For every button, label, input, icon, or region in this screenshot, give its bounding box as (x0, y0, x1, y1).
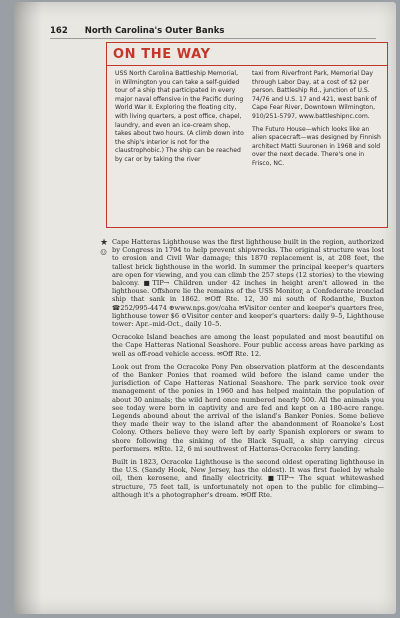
paragraph-ocracoke-lighthouse: Built in 1823, Ocracoke Lighthouse is the second oldest operating lighthouse in the U.S. (Sandy Hook, New Jersey, has the oldest). It was first fueled by whale oil, then kerosene, and finally electricity. ■TIP→ The squat whitewashed structure, 75 feet tall, is unfortunately not open to the public for climbing—although it's a photographer's dream. ✉Off Rte. (112, 458, 384, 499)
body-text (112, 238, 384, 504)
kid-friendly-icon: ☺ (100, 248, 108, 257)
sidebar-title: ON THE WAY (107, 43, 387, 66)
sidebar-right-text-1: taxi from Riverfront Park, Memorial Day through Labor Day, at a cost of $2 per person. Battleship Rd., junction of U.S. 74/76 and U.S. 17 and 421, west bank of Cape Fear River, Downtown Wilmington, 910/251-5797, www.battleshipnc.com. (252, 70, 377, 120)
sidebar-columns (107, 66, 387, 173)
page-gutter-shadow (14, 2, 42, 614)
on-the-way-sidebar (106, 42, 388, 228)
header-rule (50, 38, 376, 39)
running-head (50, 26, 372, 36)
paragraph-cape-hatteras-lighthouse: Cape Hatteras Lighthouse was the first lighthouse built in the region, authorized by Congress in 1794 to help prevent shipwrecks. The original structure was lost to erosion and Civil War damage; this 1870 replacement is, at 208 feet, the tallest brick lighthouse in the world. In summer the principal keeper's quarters are open for viewing, and you can climb the 257 steps (12 stories) to the viewing balcony. ■TIP→ Children under 42 inches in height aren't allowed in the lighthouse. Offshore lie the remains of the USS Monitor, a Confederate ironclad ship that sank in 1862. ✉Off Rte. 12, 30 mi south of Rodanthe, Buxton ☎252/995-4474 ⊕www.nps.gov/caha ✉Visitor center and keeper's quarters free, lighthouse tower $6 ⊙Visitor center and keeper's quarters: daily 9–5, Lighthouse tower: Apr.–mid-Oct., daily 10–5. (112, 238, 384, 329)
sidebar-right-text-2: The Futuro House—which looks like an alien spacecraft—was designed by Finnish architect Matti Suuronen in 1968 and sold over the next decade. There's one in Frisco, NC. (252, 125, 381, 167)
paragraph-ocracoke-pony-pen: Look out from the Ocracoke Pony Pen observation platform at the descendants of the Banker Ponies that roamed wild before the island came under the jurisdiction of Cape Hatteras National Seashore. The park service took over management of the ponies in 1960 and has helped maintain the population of about 30 animals; the wild herd once numbered nearly 500. All the animals you see today were born in captivity and are fed and kept on a 180-acre range. Legends abound about the arrival of the island's Banker Ponies. Some believe they made their way to the island after the abandonment of Roanoke's Lost Colony. Others believe they were left by early Spanish explorers or swam to shore following the sinking of the Black Squall, a ship carrying circus performers. ✉Rte. 12, 6 mi southwest of Hatteras-Ocracoke ferry landing. (112, 362, 384, 453)
sidebar-left-text: USS North Carolina Battleship Memorial, in Wilmington you can take a self-guided tour of a ship that participated in every major naval offensive in the Pacific during World War II. Exploring the floating city, with living quarters, a post office, chapel, laundry, and even an ice-cream shop, takes about two hours. (A climb down into the ship's interior is not for the claustrophobic.) The ship can be reached by car or by taking the river (115, 70, 244, 163)
sidebar-left-column (115, 70, 252, 173)
book-page (14, 2, 396, 614)
chapter-title: North Carolina's Outer Banks (84, 26, 225, 36)
star-icon: ★ (100, 238, 109, 248)
sidebar-right-column (252, 70, 381, 173)
paragraph-ocracoke-beaches: Ocracoke Island beaches are among the least populated and most beautiful on the Cape Hatteras National Seashore. Four public access areas have parking as well as off-road vehicle access. ✉Off Rte. 12. (112, 333, 384, 358)
page-number: 162 (50, 26, 68, 36)
